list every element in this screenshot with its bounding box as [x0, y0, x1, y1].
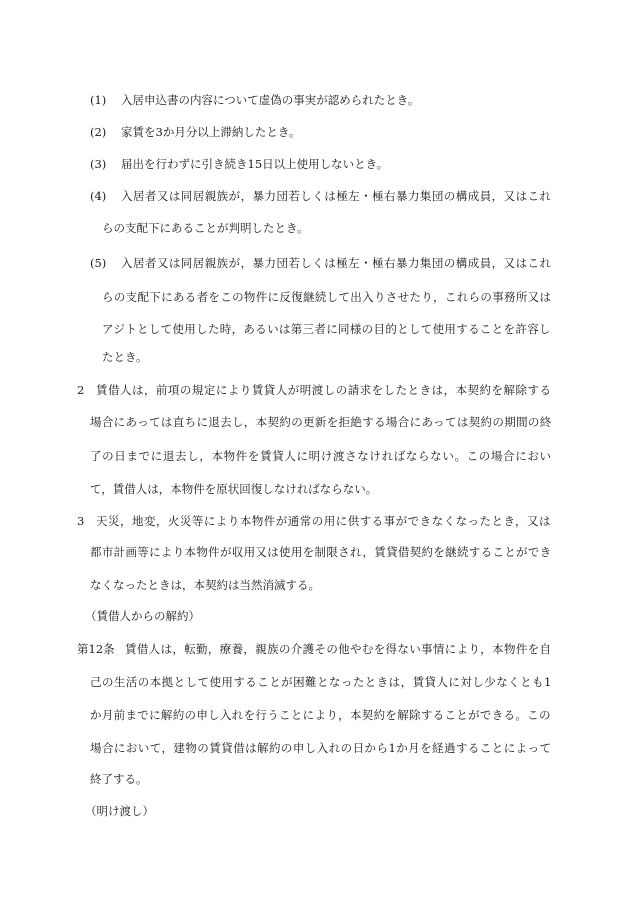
item-1-marker: (1)	[90, 93, 107, 107]
paragraph-3-line-3: なくなったときは，本契約は当然消滅する。	[90, 578, 320, 592]
item-2-line-1: 家賃を3か月分以上滞納したとき。	[121, 125, 301, 139]
article-12-marker: 第12条	[77, 642, 115, 656]
heading-vacate: （明け渡し）	[85, 804, 154, 818]
paragraph-2-line-1: 賃借人は，前項の規定により賃貸人が明渡しの請求をしたときは，本契約を解除する	[96, 383, 552, 397]
paragraph-2-line-3: 了の日までに退去し，本物件を賃貸人に明け渡さなければならない。この場合におい	[90, 449, 552, 463]
item-3-line-1: 届出を行わずに引き続き15日以上使用しないとき。	[121, 157, 389, 171]
item-5-line-2: らの支配下にある者をこの物件に反復継続して出入りさせたり，これらの事務所又は	[102, 290, 552, 304]
paragraph-3-marker: 3	[77, 514, 85, 528]
article-12-line-3: か月前までに解約の申し入れを行うことにより，本契約を解除することができる。この	[90, 708, 551, 722]
article-12-line-1: 賃借人は，転勤，療養，親族の介護その他やむを得ない事情により，本物件を自	[125, 642, 552, 656]
paragraph-2-marker: 2	[77, 383, 85, 397]
item-4-line-1: 入居者又は同居親族が，暴力団若しくは極左・極右暴力集団の構成員，又はこれ	[121, 189, 552, 203]
item-1-line-1: 入居申込書の内容について虚偽の事実が認められたとき。	[121, 93, 420, 107]
paragraph-3-line-2: 都市計画等により本物件が収用又は使用を制限され，賃貸借契約を継続することができ	[90, 545, 552, 559]
article-12-line-4: 場合において，建物の賃貸借は解約の申し入れの日から1か月を経過することによって	[90, 741, 552, 755]
item-5-line-1: 入居者又は同居親族が，暴力団若しくは極左・極右暴力集団の構成員，又はこれ	[121, 256, 552, 270]
paragraph-2-line-2: 場合にあっては直ちに退去し，本契約の更新を拒絶する場合にあっては契約の期間の終	[90, 415, 552, 429]
item-4-marker: (4)	[90, 189, 107, 203]
item-5-line-3: アジトとして使用した時，あるいは第三者に同様の目的として使用することを許容し	[102, 322, 551, 336]
article-12-line-2: 己の生活の本拠として使用することが困難となったときは，賃貸人に対し少なくとも1	[90, 675, 552, 689]
item-5-line-4: たとき。	[102, 350, 148, 364]
article-12-line-5: 終了する。	[90, 772, 148, 786]
item-5-marker: (5)	[90, 256, 107, 270]
item-2-marker: (2)	[90, 125, 107, 139]
paragraph-2-line-4: て，賃借人は，本物件を原状回復しなければならない。	[90, 482, 378, 496]
item-4-line-2: らの支配下にあることが判明したとき。	[102, 221, 309, 235]
item-3-marker: (3)	[90, 157, 107, 171]
paragraph-3-line-1: 天災，地変，火災等により本物件が通常の用に供する事ができなくなったとき，又は	[96, 514, 552, 528]
heading-tenant-cancellation: （賃借人からの解約）	[85, 609, 200, 623]
